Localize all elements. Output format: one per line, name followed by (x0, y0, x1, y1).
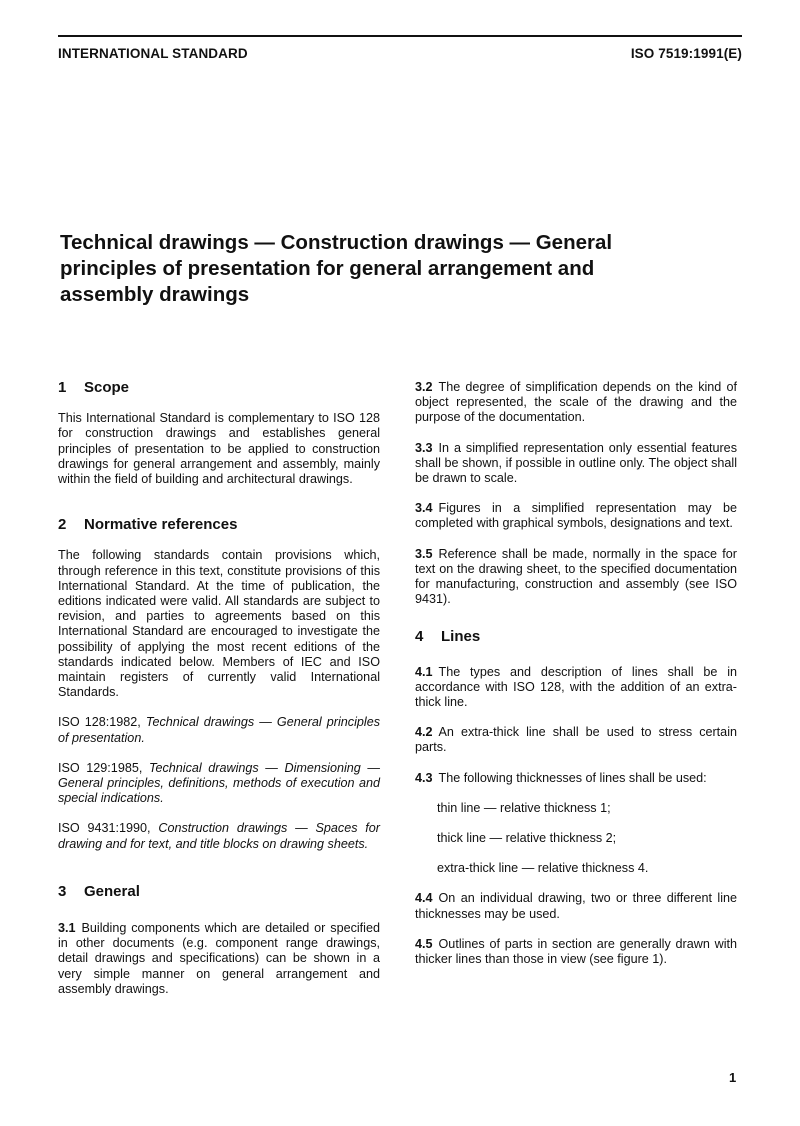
thickness-item-thick: thick line — relative thickness 2; (437, 831, 617, 846)
section-title: Scope (84, 379, 130, 396)
section-heading-scope (58, 380, 380, 395)
section-title: General (84, 882, 140, 900)
right-column (415, 380, 737, 982)
document-type-label: INTERNATIONAL STANDARD (58, 46, 248, 61)
clause-number: 4.5 (415, 936, 433, 951)
clause-text: In a simplified representation only essential features shall be shown, if possible in outline only. The object shall be drawn to scale. (415, 440, 737, 486)
scope-paragraph: This International Standard is complementary to ISO 128 for construction drawings and establishes general principles of presentation to be applied to construction drawings for general arrangement and assembly, mainly within the field of building and architectural drawings. (58, 411, 380, 487)
clause-text: Figures in a simplified representation may be completed with graphical symbols, designations and text. (415, 501, 737, 531)
section-number: 1 (58, 379, 67, 396)
clause-3-2 (415, 380, 737, 426)
section-number: 4 (415, 628, 424, 646)
clause-number: 3.2 (415, 380, 433, 394)
standard-number: ISO 7519:1991(E) (630, 46, 742, 61)
reference-item (58, 821, 380, 851)
clause-3-3 (415, 441, 737, 487)
reference-code: ISO 128:1982, (58, 715, 141, 730)
clause-number: 3.4 (415, 501, 433, 516)
clause-number: 3.5 (415, 546, 433, 561)
reference-title: Construction drawings — Spaces for drawing and for text, and title blocks on drawing sheets. (58, 821, 380, 851)
clause-text: An extra-thick line shall be used to stress certain parts. (415, 725, 737, 755)
section-number: 2 (58, 516, 67, 534)
reference-code: ISO 129:1985, (58, 760, 143, 775)
section-heading-general (58, 884, 380, 899)
clause-4-1 (415, 665, 737, 711)
reference-code: ISO 9431:1990, (58, 821, 151, 836)
reference-title: Technical drawings — Dimensioning — General principles, definitions, methods of execution and special indications. (58, 760, 380, 806)
reference-item (58, 715, 380, 745)
clause-text: The types and description of lines shall be in accordance with ISO 128, with the addition of an extra-thick line. (415, 664, 737, 710)
thickness-item-thin: thin line — relative thickness 1; (437, 800, 611, 815)
clause-number: 3.1 (58, 921, 76, 936)
normative-intro-paragraph: The following standards contain provisions which, through reference in this text, constitute provisions of this International Standard. At the time of publication, the editions indicated were valid. All standards are subject to revision, and parties to agreements based on this International Standard are encouraged to investigate the possibility of applying the most recent editions of the standards indicated below. Members of IEC and ISO maintain registers of currently valid International Standards. (58, 548, 380, 700)
clause-4-2 (415, 725, 737, 755)
section-number: 3 (58, 882, 67, 900)
clause-4-5 (415, 937, 737, 967)
thickness-item-extra-thick: extra-thick line — relative thickness 4. (437, 861, 649, 876)
clause-number: 3.3 (415, 440, 433, 455)
reference-title: Technical drawings — General principles of presentation. (58, 715, 380, 745)
section-heading-lines (415, 629, 737, 644)
clause-4-3 (415, 771, 737, 786)
section-title: Lines (441, 628, 481, 646)
reference-item (58, 761, 380, 807)
clause-number: 4.4 (415, 891, 433, 906)
clause-number: 4.3 (415, 770, 433, 785)
section-heading-normative-references (58, 517, 380, 532)
clause-number: 4.2 (415, 725, 433, 740)
page-number: 1 (729, 1070, 737, 1085)
clause-text: The following thicknesses of lines shall be used: (438, 770, 707, 785)
clause-text: Building components which are detailed or specified in other documents (e.g. component range drawings, detail drawings and specifications) can be shown in a very simple manner on general arrangement and assembly drawings. (58, 921, 380, 996)
clause-text: Outlines of parts in section are generally drawn with thicker lines than those in view (see figure 1). (415, 936, 737, 967)
section-title: Normative references (84, 516, 238, 534)
clause-3-4 (415, 501, 737, 531)
clause-4-4 (415, 891, 737, 921)
header-rule (58, 35, 742, 37)
clause-text: Reference shall be made, normally in the space for text on the drawing sheet, to the specified documentation for manufacturing, construction and assembly (see ISO 9431). (415, 546, 737, 607)
clause-text: On an individual drawing, two or three different line thicknesses may be used. (415, 891, 737, 921)
left-column (58, 380, 380, 1012)
clause-3-5 (415, 547, 737, 608)
clause-text: The degree of simplification depends on the kind of object represented, the scale of the drawing and the purpose of the documentation. (415, 380, 737, 425)
document-title: Technical drawings — Construction drawings — General principles of presentation for general arrangement and assembly drawings (60, 231, 613, 306)
clause-number: 4.1 (415, 664, 433, 679)
clause-3-1 (58, 921, 380, 997)
